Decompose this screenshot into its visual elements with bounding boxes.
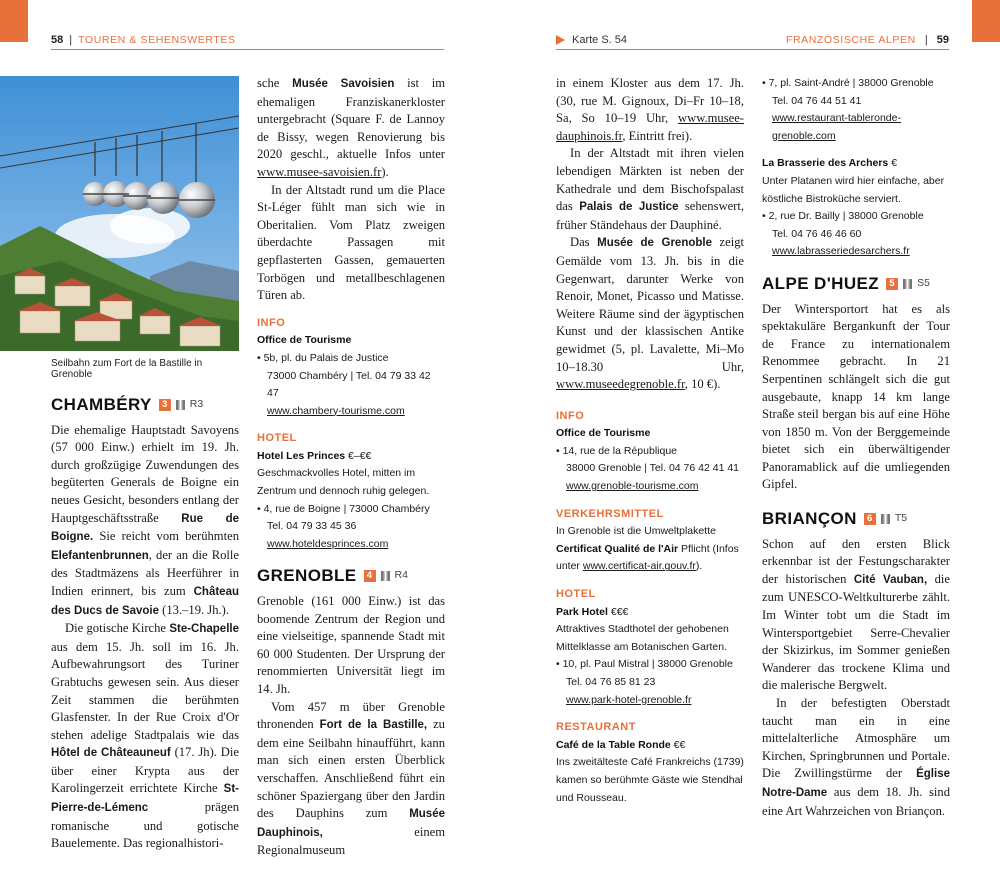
grenoble-paragraph-4: In der Altstadt mit ihren vielen lebendigen Märkten ist neben der Kathedrale und dem Bischofspalast das Palais de Justice sehenswert, früher Ständehaus der Dauphiné. <box>556 146 744 232</box>
musee-savoisien-link[interactable]: www.musee-savoisien.fr <box>257 164 382 179</box>
grenoble-paragraph-3: in einem Kloster aus dem 17. Jh. (30, rue M. Gignoux, Di–Fr 10–18, Sa, So 10–19 Uhr, www.musee-dauphinois.fr, Eintritt frei). <box>556 76 744 143</box>
brasserie-archers-link[interactable]: www.labrasseriedesarchers.fr <box>772 245 910 258</box>
table-ronde-link[interactable]: www.restaurant-tableronde-grenoble.com <box>772 112 901 142</box>
park-hotel-link[interactable]: www.park-hotel-grenoble.fr <box>566 693 692 706</box>
briancon-paragraph-2: In der befestigten Oberstadt taucht man ein in eine mittelalterliche Atmosphäre um Kirchen, Springbrunnen und Portale. Die Zwillingstürme der Église Notre-Dame aus dem 18. Jh. sind eine Art Wahrzeichen von Briançon. <box>762 696 950 818</box>
chambery-badge: 3 <box>159 399 171 411</box>
page-tab-right <box>972 0 1000 42</box>
section-title-right: FRANZÖSISCHE ALPEN <box>785 33 916 46</box>
page-number-left: 58 <box>51 33 64 46</box>
column-3 <box>556 75 744 807</box>
briancon-paragraph-1: Schon auf den ersten Blick erkennbar ist der Festungscharakter der historischen Cité Vauban, die zum UNESCO-Weltkulturerbe zählt. Im Winter tobt um die Stadt im Wintersportgebiet Serre-Chevalier der Skizirkus, im Sommer genießen Wanderer das trockene Klima und die malerische Bergwelt. <box>762 536 950 693</box>
musee-dauphinois-link[interactable]: www.musee-dauphinois.fr <box>556 111 744 143</box>
book-icon <box>881 514 890 524</box>
column-2 <box>257 75 445 860</box>
alpe-paragraph-1: Der Wintersportort hat es als spektakuläre Bergankunft der Tour de France zu internationalem Renommee gebracht. In 21 Serpentinen schlängelt sich die gut ausgebaute, knapp 14 km lange Straße steil bergan bis auf eine Höhe von 1850 m. Von der Berggemeinde bietet sich ein überwältigender Panoramablick auf die umliegenden Gipfel. <box>762 301 950 492</box>
page-number-right: 59 <box>936 33 949 46</box>
grenoble-badge: 4 <box>364 570 376 582</box>
grenoble-restaurants: • 7, pl. Saint-André | 38000 Grenoble Tel. 04 76 44 51 41 www.restaurant-tableronde-grenoble.com La Brasserie des Archers € Unter Platanen wird hier einfache, aber köstliche Bistroküche serviert. • 2, rue Dr. Bailly | 38000 Grenoble Tel. 04 76 46 46 60 www.labrasseriedesarchers.fr <box>762 77 945 258</box>
map-reference[interactable]: Karte S. 54 <box>556 34 627 46</box>
grenoble-paragraph-5: Das Musée de Grenoble zeigt Gemälde vom 13. Jh. bis in die Gegenwart, darunter Werke von Renoir, Monet, Picasso und Matisse. Weitere Räume sind der ägyptischen Kunst und der klassischen Antike gewidmet (5, pl. Lavalette, Mi–Mo 10–18.30 Uhr, www.museedegrenoble.fr, 10 €). <box>556 235 744 392</box>
alpe-grid-ref: S5 <box>917 276 930 289</box>
chambery-paragraph-3: sche Musée Savoisien ist im ehemaligen Franziskanerkloster untergebracht (Square F. de Lannoy de Bissy, wegen Renovierung bis 2020 geschl., aktuelle Infos unter www.musee-savoisien.fr). <box>257 76 445 179</box>
briancon-badge: 6 <box>864 513 876 525</box>
book-icon <box>381 571 390 581</box>
alpe-heading: ALPE D'HUEZ 5 S5 <box>762 273 930 293</box>
chambery-paragraph-1: Die ehemalige Hauptstadt Savoyens (57 000 Einw.) erhielt im 19. Jh. durch großzügige Zuwendungen des begüterten Generals de Boigne ein neues Gesicht, besonders entlang der Hauptgeschäftsstraße Rue de Boigne. Sie reicht vom berühmten Elefantenbrunnen, der an die Rolle des Stadtmäzens als Heerführer in Indien erinnert, bis zum Château des Ducs de Savoie (13.–19. Jh.). <box>51 422 240 617</box>
book-icon <box>903 279 912 289</box>
column-4 <box>762 75 950 820</box>
hotel-princes-link[interactable]: www.hoteldesprinces.com <box>267 537 389 550</box>
page-tab-left <box>0 0 28 42</box>
grenoble-paragraph-1: Grenoble (161 000 Einw.) ist das boomende Zentrum der Region und eine vielseitige, spannende Stadt mit 60 000 Studenten. Der Ursprung der renommierten Universität liegt im 14. Jh. <box>257 594 445 696</box>
musee-grenoble-link[interactable]: www.museedegrenoble.fr <box>556 377 685 392</box>
cable-car-photo <box>0 76 239 351</box>
certificat-air-link[interactable]: www.certificat-air.gouv.fr <box>582 560 696 573</box>
grenoble-heading: GRENOBLE 4 R4 <box>257 566 408 586</box>
chambery-paragraph-4: In der Altstadt rund um die Place St-Léger fühlt man sich wie in Oberitalien. Vom Platz zweigen überdachte Passagen mit gepflasterten Gassen, gemauerten Torbögen und metallbeschlagenen Türen ab. <box>257 182 445 303</box>
briancon-grid-ref: T5 <box>894 512 908 525</box>
chambery-grid-ref: R3 <box>189 398 204 410</box>
header-right: Karte S. 54 FRANZÖSISCHE ALPEN | 59 <box>556 30 949 50</box>
grenoble-paragraph-2: Vom 457 m über Grenoble thronenden Fort de la Bastille, zu dem eine Seilbahn hinaufführt, kann man sich einen ersten Überblick verschaffen. Anschließend führt ein schöner Spaziergang über den Jardin des Dauphins zum Musée Dauphinois, einem Regionalmuseum <box>257 699 445 858</box>
chambery-info: INFO Office de Tourisme • 5b, pl. du Palais de Justice 73000 Chambéry | Tel. 04 79 33 42 47 www.chambery-tourisme.com HOTEL Hotel Les Princes €–€€ Geschmackvolles Hotel, mitten im Zentrum und dennoch ruhig gelegen. • 4, rue de Boigne | 73000 Chambéry Tel. 04 79 33 45 36 www.hoteldesprinces.com <box>257 316 431 550</box>
photo-caption: Seilbahn zum Fort de la Bastille in Grenoble <box>51 358 203 380</box>
chambery-heading: CHAMBÉRY 3 R3 <box>51 395 204 414</box>
grenoble-tourism-link[interactable]: www.grenoble-tourisme.com <box>566 480 699 493</box>
book-icon <box>176 400 185 410</box>
chambery-paragraph-2: Die gotische Kirche Ste-Chapelle aus dem 15. Jh. soll im 16. Jh. Aufbewahrungsort des Turiner Grabtuchs gewesen sein. Aus dieser Zeit stammen die berühmten Glasfenster. In der Rue Croix d'Or stehen adelige Stadtpalais wie das Hôtel de Châteauneuf (17. Jh). Die über einer Krypta aus der Karolingerzeit errichtete Kirche St-Pierre-de-Lémenc prägen romanische und gotische Bauelemente. Das regionalhistori- <box>51 621 239 851</box>
header-left: 58 | TOUREN & SEHENSWERTES <box>51 30 444 50</box>
briancon-heading: BRIANÇON 6 T5 <box>762 509 908 529</box>
chambery-tourism-link[interactable]: www.chambery-tourisme.com <box>267 404 405 417</box>
grenoble-info: INFO Office de Tourisme • 14, rue de la République 38000 Grenoble | Tel. 04 76 42 41 41 www.grenoble-tourisme.com VERKEHRSMITTEL In Grenoble ist die Umweltplakette Certificat Qualité de l'Air Pflicht (Infos unter www.certificat-air.gouv.fr). HOTEL Park Hotel €€€ Attraktives Stadthotel der gehobenen Mittelklasse am Botanischen Garten. • 10, pl. Paul Mistral | 38000 Grenoble Tel. 04 76 85 81 23 www.park-hotel-grenoble.fr RESTAURANT Café de la Table Ronde €€ Ins zweitälteste Café Frankreichs (1739) kamen so berühmte Gäste wie Stendhal und Rousseau. <box>556 409 744 804</box>
section-title-left: TOUREN & SEHENSWERTES <box>78 33 236 46</box>
arrow-right-icon <box>556 35 565 45</box>
column-1 <box>51 388 239 853</box>
alpe-badge: 5 <box>886 278 898 290</box>
grenoble-grid-ref: R4 <box>394 569 408 582</box>
